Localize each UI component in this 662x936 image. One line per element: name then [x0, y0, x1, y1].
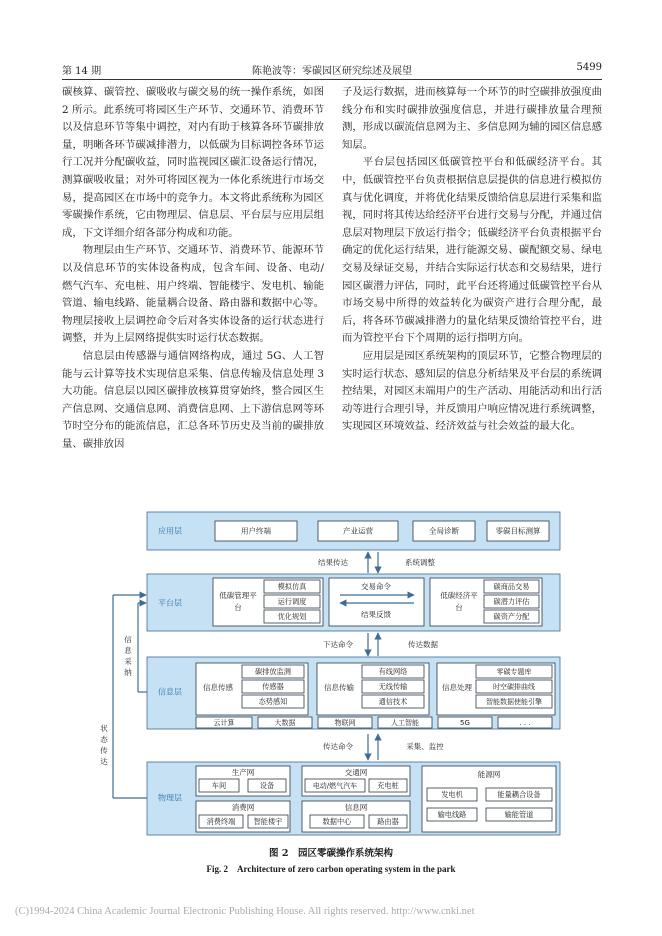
mgmt-item-2-label: 优化规划 — [277, 612, 307, 621]
label-system-adjust: 系统调整 — [405, 558, 435, 567]
energy-net-title: 能源网 — [477, 770, 501, 779]
consumption-item-1-label: 智能楼宇 — [253, 817, 283, 826]
paragraph: 信息层由传感器与通信网络构成，通过 5G、人工智能与云计算等技术实现信息采集、信息传输及信息处理 3 大功能。信息层以园区碳排放核算贯穿始终，整合园区生产信息网、交通信息网、消费信息网、上下游信息网等环节时空分布的能流信息，汇总各环节历史及当前的碳排放量、碳排放因 — [62, 349, 324, 450]
mgmt-platform-title-tail: 台 — [234, 603, 242, 612]
mgmt-platform-title: 低碳管理平 — [219, 591, 257, 600]
traffic-item-0-label: 电动/燃气汽车 — [312, 782, 358, 790]
mgmt-item-0-label: 模拟仿真 — [277, 582, 307, 591]
consumption-item-0-label: 消费终端 — [206, 817, 236, 826]
paragraph: 物理层由生产环节、交通环节、消费环节、能源环节以及信息环节的实体设备构成，包含车间、设备、电动/燃气汽车、充电桩、用户终端、智能楼宇、发电机、输能管道、输电线路、能量耦合设备、路由器和数据中心等。物理层接收上层调控命令后对各实体设备的运行状态进行调整，并为上层网络提供实时运行状态数据。 — [62, 244, 324, 345]
page-number: 5499 — [576, 62, 602, 73]
energy-item-3-label: 输能管道 — [504, 810, 534, 819]
proc-item-2-label: 智能数据使能引擎 — [486, 698, 542, 706]
mgmt-item-1-label: 运行调度 — [277, 597, 307, 606]
production-item-0-label: 车间 — [211, 781, 227, 790]
paragraph: 应用层是园区系统架构的顶层环节，它整合物理层的实时运行状态、感知层的信息分析结果及平台层的系统调控结果，对园区末端用户的生产活动、用能活动和出行活动等进行合理引导，并反馈用户响应情况进行系统调整，实现园区环境效益、经济效益与社会效益的最大化。 — [342, 349, 602, 433]
issue-number: 第 14 期 — [62, 66, 102, 77]
tech-item-5-label: . . . — [519, 719, 531, 727]
app-item-2-label: 全局诊断 — [429, 526, 459, 536]
proc-item-1-label: 时空碳排曲线 — [493, 683, 535, 691]
proc-item-0-label: 零碳专题库 — [496, 668, 532, 676]
tech-item-0-label: 云计算 — [213, 719, 235, 727]
energy-item-2-label: 输电线路 — [437, 810, 467, 819]
side-label-info: 信息采纳 — [124, 635, 132, 677]
trans-item-1-label: 无线传输 — [378, 682, 408, 691]
tech-item-4-label: 5G — [460, 719, 470, 727]
econ-platform-title: 低碳经济平 — [440, 591, 478, 600]
side-label-state: 状态传达 — [100, 724, 108, 766]
econ-item-1-label: 碳潜力评估 — [493, 597, 530, 606]
exchange-command-label: 交易命令 — [361, 582, 391, 591]
label-convey-command: 传达命令 — [323, 742, 353, 751]
consumption-net-title: 消费网 — [231, 803, 255, 812]
figure-caption-cn: 图 2 园区零碳操作系统架构 — [269, 848, 393, 859]
tech-item-3-label: 人工智能 — [391, 719, 419, 727]
traffic-net-title: 交通网 — [344, 768, 368, 777]
running-title: 陈艳波等：零碳园区研究综述及展望 — [252, 66, 412, 77]
sensing-item-1-label: 传感器 — [262, 682, 284, 691]
tech-item-2-label: 物联网 — [334, 719, 356, 727]
sensing-item-0-label: 碳排放监测 — [255, 667, 291, 676]
paragraph: 碳核算、碳管控、碳吸收与碳交易的统一操作系统，如图 2 所示。此系统可将园区生产环节、交通环节、消费环节以及信息环节等集中调控，对内有助于核算各环节碳排放量，明晰各环节碳减排潜力，以低碳为目标调控各环节运行工况并分配碳收益，同时监视园区碳汇设备运行情况，测算碳吸收量；对外可将园区视为一体化系统进行市场交易，提高园区在市场中的竞争力。本文将此系统称为园区零碳操作系统，它由物理层、信息层、平台层与应用层组成，下文详细介绍各部分构成和功能。 — [62, 86, 324, 239]
label-collect-monitor: 采集、监控 — [406, 742, 444, 751]
copyright-footer: (C)1994-2024 China Academic Journal Electronic Publishing House. All rights reserved. http://www.cnki.net — [15, 906, 475, 917]
label-convey-data: 传达数据 — [408, 640, 438, 649]
info-layer-title: 信息层 — [158, 687, 182, 697]
figure-caption-en: Fig. 2 Architecture of zero carbon operating system in the park — [206, 864, 456, 874]
energy-item-1-label: 能量耦合设备 — [497, 790, 541, 799]
information-item-1-label: 路由器 — [377, 817, 399, 826]
trans-item-0-label: 有线网络 — [378, 667, 408, 676]
econ-item-0-label: 碳商品交易 — [493, 582, 530, 591]
label-issue-command: 下达命令 — [323, 640, 353, 649]
econ-item-2-label: 碳资产分配 — [493, 612, 530, 621]
platform-layer-title: 平台层 — [158, 598, 182, 608]
energy-item-0-label: 发电机 — [441, 790, 463, 799]
app-item-1-label: 产业运营 — [343, 526, 373, 536]
paragraph: 平台层包括园区低碳管控平台和低碳经济平台。其中，低碳管控平台负责根据信息层提供的信息进行模拟仿真与优化调度，并将优化结果反馈给信息层进行采集和监视，同时将其传达给经济平台进行交易与分配，并通过信息层对物理层下放运行指令；低碳经济平台负责根据平台确定的优化运行结果，进行能源交易、碳配额交易、绿电交易及绿证交易，并结合实际运行状态和交易结果，进行园区碳潜力评估，同时，此平台还将通过低碳管控平台从市场交易中所得的效益转化为碳资产进行合理分配，最后，将各环节碳减排潜力的量化结果反馈给管控平台，进而为管控平台下个周期的运行指明方向。 — [342, 156, 602, 345]
trans-item-2-label: 通信技术 — [378, 697, 408, 706]
sensing-item-2-label: 态势感知 — [258, 697, 288, 706]
info-proc-title: 信息处理 — [442, 683, 472, 692]
app-item-3-label: 零碳目标测算 — [495, 526, 541, 536]
physical-layer-title: 物理层 — [158, 793, 182, 803]
tech-item-1-label: 大数据 — [274, 719, 296, 727]
information-net-title: 信息网 — [344, 803, 368, 812]
info-trans-title: 信息传输 — [324, 683, 354, 692]
production-net-title: 生产网 — [231, 768, 255, 777]
info-sensing-title: 信息传感 — [203, 683, 233, 692]
app-item-0-label: 用户终端 — [241, 526, 271, 536]
information-item-0-label: 数据中心 — [322, 817, 352, 826]
production-item-1-label: 设备 — [259, 781, 275, 790]
traffic-item-1-label: 充电桩 — [377, 781, 399, 790]
exchange-feedback-label: 结果反馈 — [361, 610, 391, 619]
econ-platform-title-tail: 台 — [455, 603, 463, 612]
paragraph: 子及运行数据，进而核算每一个环节的时空碳排放强度曲线分布和实时碳排放强度信息，并进行碳排放量合理预测，形成以碳流信息网为主、多信息网为辅的园区信息感知层。 — [342, 86, 602, 151]
label-result-convey: 结果传达 — [318, 558, 348, 567]
app-layer-title: 应用层 — [158, 526, 182, 536]
